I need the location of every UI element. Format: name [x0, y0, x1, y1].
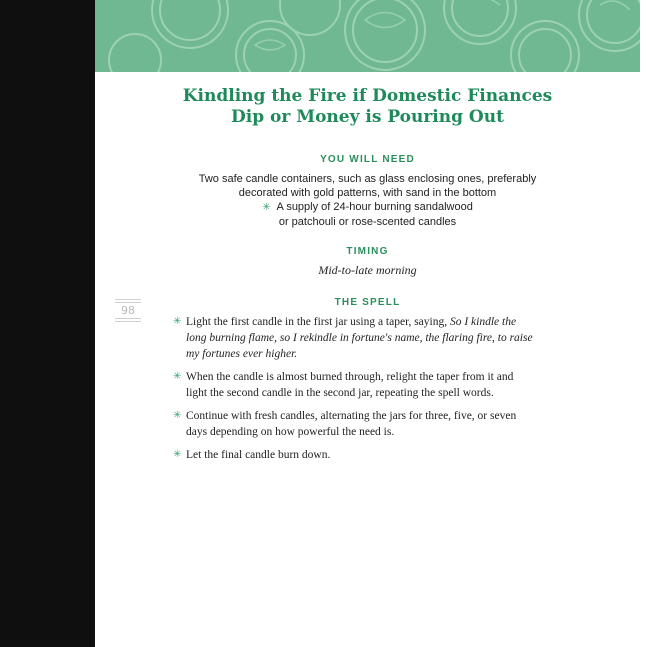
needs-line-4: or patchouli or rose-scented candles — [278, 216, 457, 228]
step-text: Light the first candle in the first jar using a taper, saying, — [186, 316, 450, 328]
needs-line-1: Two safe candle containers, such as glass enclosing ones, preferably — [198, 173, 537, 185]
title-line-2: Dip or Money is Pouring Out — [231, 107, 504, 127]
needs-line-3: A supply of 24-hour burning sandalwood — [276, 201, 473, 213]
timing-heading: TIMING — [346, 246, 389, 257]
spell-title — [95, 86, 640, 128]
you-will-need-list — [95, 172, 640, 229]
page-edge — [640, 0, 646, 647]
coin-pattern-banner — [95, 0, 640, 72]
timing-value: Mid-to-late morning — [318, 263, 417, 277]
book-page — [95, 0, 640, 647]
asterisk-flower-icon: ✳ — [173, 371, 182, 382]
list-item — [173, 408, 533, 440]
list-item — [173, 314, 533, 362]
step-incantation: So I kindle the long burning flame, so I rekindle in fortune's name, the flaring fire, to raise my fortunes ever higher. — [186, 316, 533, 360]
needs-line-2: decorated with gold patterns, with sand in the bottom — [238, 187, 497, 199]
asterisk-flower-icon: ✳ — [173, 316, 182, 327]
asterisk-flower-icon: ✳ — [262, 202, 271, 213]
needs-item-2 — [95, 200, 640, 215]
coin-pattern-icon — [95, 0, 640, 72]
list-item — [173, 369, 533, 401]
spell-steps — [173, 314, 533, 470]
step-text: Continue with fresh candles, alternating the jars for three, five, or seven days depending on how powerful the need is. — [186, 410, 517, 438]
you-will-need-heading: YOU WILL NEED — [320, 154, 415, 165]
the-spell-heading: THE SPELL — [334, 297, 401, 308]
page-number: 98 — [115, 299, 141, 322]
list-item — [173, 447, 533, 463]
asterisk-flower-icon: ✳ — [173, 449, 182, 460]
step-text: When the candle is almost burned through, relight the taper from it and light the second candle in the second jar, repeating the spell words. — [186, 371, 514, 399]
step-text: Let the final candle burn down. — [186, 449, 331, 461]
title-line-1: Kindling the Fire if Domestic Finances — [182, 86, 553, 106]
asterisk-flower-icon: ✳ — [173, 410, 182, 421]
